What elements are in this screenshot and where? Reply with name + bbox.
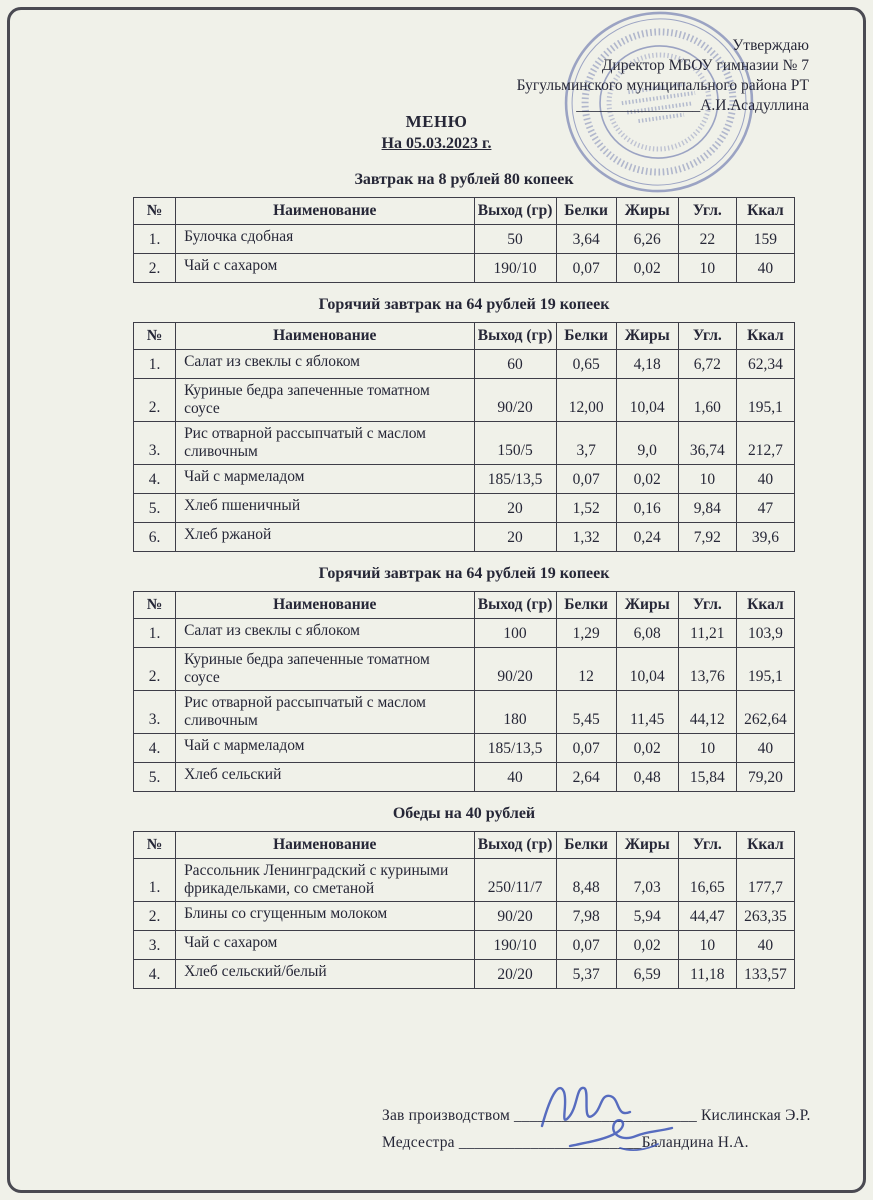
cell-name: Чай с сахаром [176,254,474,283]
cell-kcal: 159 [736,225,794,254]
menu-table-section [133,805,795,989]
column-header: Жиры [616,592,678,619]
table-row [134,734,795,763]
cell-name: Хлеб сельский [176,763,474,792]
column-header: Угл. [678,323,736,350]
cell-carb: 11,18 [678,960,736,989]
cell-protein: 0,65 [556,350,616,379]
table-row [134,619,795,648]
cell-name: Рис отварной рассыпчатый с маслом сливочным [176,691,474,734]
table-row [134,494,795,523]
table-row [134,350,795,379]
cell-protein: 1,32 [556,523,616,552]
table-row [134,422,795,465]
table-row [134,465,795,494]
cell-name: Чай с сахаром [176,931,474,960]
cell-out: 185/13,5 [474,734,556,763]
cell-name: Хлеб сельский/белый [176,960,474,989]
cell-protein: 12,00 [556,379,616,422]
cell-kcal: 47 [736,494,794,523]
approval-block [517,36,809,116]
cell-kcal: 262,64 [736,691,794,734]
cell-out: 60 [474,350,556,379]
cell-carb: 10 [678,465,736,494]
cell-carb: 10 [678,254,736,283]
column-header: Жиры [616,198,678,225]
cell-protein: 8,48 [556,859,616,902]
cell-number: 4. [134,465,176,494]
column-header: Ккал [736,323,794,350]
menu-table [133,591,795,792]
cell-kcal: 195,1 [736,648,794,691]
cell-protein: 1,29 [556,619,616,648]
cell-kcal: 39,6 [736,523,794,552]
cell-out: 90/20 [474,648,556,691]
table-row [134,902,795,931]
cell-fat: 0,16 [616,494,678,523]
menu-table-section [133,296,795,552]
table-row [134,225,795,254]
table-title: Горячий завтрак на 64 рублей 19 копеек [318,565,610,582]
cell-name: Булочка сдобная [176,225,474,254]
cell-number: 5. [134,763,176,792]
cell-kcal: 195,1 [736,379,794,422]
column-header: Наименование [176,592,474,619]
cell-fat: 6,59 [616,960,678,989]
cell-out: 20 [474,494,556,523]
cell-fat: 0,24 [616,523,678,552]
table-title: Горячий завтрак на 64 рублей 19 копеек [318,296,610,313]
column-header: Выход (гр) [474,832,556,859]
cell-fat: 0,02 [616,931,678,960]
table-row [134,254,795,283]
cell-kcal: 177,7 [736,859,794,902]
cell-name: Чай с мармеладом [176,734,474,763]
footer-line-production: Зав производством _______________________ Кислинская Э.Р. [382,1107,811,1124]
table-row [134,691,795,734]
tables-container [133,158,795,989]
column-header: Наименование [176,198,474,225]
cell-name: Хлеб ржаной [176,523,474,552]
cell-protein: 3,64 [556,225,616,254]
cell-number: 5. [134,494,176,523]
approve-signature-line: ________________А.И.Асадуллина [576,97,809,114]
cell-carb: 15,84 [678,763,736,792]
cell-fat: 10,04 [616,379,678,422]
cell-name: Куриные бедра запеченные томатном соусе [176,648,474,691]
cell-protein: 0,07 [556,734,616,763]
column-header: № [134,198,176,225]
cell-name: Рассольник Ленинградский с куриными фрикадельками, со сметаной [176,859,474,902]
cell-number: 2. [134,379,176,422]
menu-title-block [0,112,873,153]
cell-number: 3. [134,691,176,734]
cell-protein: 12 [556,648,616,691]
menu-table [133,322,795,552]
cell-carb: 1,60 [678,379,736,422]
cell-out: 180 [474,691,556,734]
cell-number: 1. [134,225,176,254]
header-row [134,592,795,619]
cell-protein: 2,64 [556,763,616,792]
cell-kcal: 212,7 [736,422,794,465]
column-header: Жиры [616,323,678,350]
table-row [134,931,795,960]
cell-protein: 0,07 [556,931,616,960]
cell-kcal: 40 [736,734,794,763]
table-row [134,379,795,422]
footer [382,1102,811,1156]
cell-number: 1. [134,619,176,648]
column-header: № [134,592,176,619]
header-row [134,323,795,350]
column-header: Наименование [176,832,474,859]
menu-table [133,831,795,989]
column-header: Ккал [736,198,794,225]
column-header: Угл. [678,198,736,225]
cell-carb: 22 [678,225,736,254]
column-header: Наименование [176,323,474,350]
cell-number: 3. [134,422,176,465]
cell-out: 50 [474,225,556,254]
cell-carb: 10 [678,931,736,960]
cell-carb: 6,72 [678,350,736,379]
table-row [134,960,795,989]
cell-carb: 9,84 [678,494,736,523]
column-header: Белки [556,198,616,225]
column-header: Выход (гр) [474,198,556,225]
cell-number: 3. [134,931,176,960]
approve-line: Бугульминского муниципального района РТ [516,77,809,94]
cell-out: 250/11/7 [474,859,556,902]
cell-carb: 11,21 [678,619,736,648]
column-header: Угл. [678,592,736,619]
cell-protein: 1,52 [556,494,616,523]
cell-number: 6. [134,523,176,552]
approve-line: Директор МБОУ гимназии № 7 [601,57,809,74]
column-header: Белки [556,832,616,859]
cell-out: 185/13,5 [474,465,556,494]
cell-name: Блины со сгущенным молоком [176,902,474,931]
cell-out: 190/10 [474,931,556,960]
approve-line: Утверждаю [732,37,809,54]
cell-name: Куриные бедра запеченные томатном соусе [176,379,474,422]
cell-protein: 0,07 [556,465,616,494]
header-row [134,198,795,225]
cell-kcal: 62,34 [736,350,794,379]
cell-carb: 44,12 [678,691,736,734]
cell-protein: 3,7 [556,422,616,465]
cell-out: 100 [474,619,556,648]
cell-number: 1. [134,350,176,379]
table-title: Обеды на 40 рублей [392,805,536,822]
column-header: № [134,832,176,859]
cell-fat: 11,45 [616,691,678,734]
cell-fat: 0,02 [616,465,678,494]
cell-carb: 7,92 [678,523,736,552]
column-header: Жиры [616,832,678,859]
menu-table-section [133,171,795,283]
cell-fat: 6,08 [616,619,678,648]
cell-protein: 5,45 [556,691,616,734]
cell-fat: 0,48 [616,763,678,792]
cell-fat: 0,02 [616,254,678,283]
cell-name: Салат из свеклы с яблоком [176,350,474,379]
cell-name: Рис отварной рассыпчатый с маслом сливочным [176,422,474,465]
cell-protein: 5,37 [556,960,616,989]
cell-number: 4. [134,734,176,763]
column-header: Угл. [678,832,736,859]
cell-out: 20/20 [474,960,556,989]
cell-number: 1. [134,859,176,902]
table-row [134,523,795,552]
cell-fat: 10,04 [616,648,678,691]
menu-date: На 05.03.2023 г. [381,135,492,152]
cell-carb: 36,74 [678,422,736,465]
column-header: Белки [556,592,616,619]
table-title: Завтрак на 8 рублей 80 копеек [354,171,574,188]
cell-kcal: 103,9 [736,619,794,648]
column-header: Выход (гр) [474,592,556,619]
cell-fat: 4,18 [616,350,678,379]
menu-table [133,197,795,283]
cell-carb: 13,76 [678,648,736,691]
header-row [134,832,795,859]
cell-kcal: 40 [736,254,794,283]
cell-kcal: 40 [736,465,794,494]
cell-carb: 16,65 [678,859,736,902]
column-header: Белки [556,323,616,350]
column-header: Выход (гр) [474,323,556,350]
table-row [134,859,795,902]
cell-carb: 44,47 [678,902,736,931]
cell-out: 40 [474,763,556,792]
cell-kcal: 79,20 [736,763,794,792]
cell-name: Салат из свеклы с яблоком [176,619,474,648]
cell-kcal: 40 [736,931,794,960]
cell-out: 20 [474,523,556,552]
cell-out: 190/10 [474,254,556,283]
cell-fat: 0,02 [616,734,678,763]
page-title: МЕНЮ [405,112,468,131]
cell-kcal: 263,35 [736,902,794,931]
cell-out: 90/20 [474,902,556,931]
cell-out: 90/20 [474,379,556,422]
cell-number: 2. [134,902,176,931]
column-header: Ккал [736,592,794,619]
column-header: № [134,323,176,350]
footer-line-nurse: Медсестра _______________________Баландина Н.А. [382,1134,749,1151]
cell-fat: 7,03 [616,859,678,902]
table-row [134,763,795,792]
cell-number: 2. [134,254,176,283]
cell-number: 4. [134,960,176,989]
cell-protein: 0,07 [556,254,616,283]
cell-out: 150/5 [474,422,556,465]
table-row [134,648,795,691]
cell-number: 2. [134,648,176,691]
cell-kcal: 133,57 [736,960,794,989]
cell-name: Хлеб пшеничный [176,494,474,523]
cell-fat: 6,26 [616,225,678,254]
column-header: Ккал [736,832,794,859]
cell-protein: 7,98 [556,902,616,931]
menu-table-section [133,565,795,792]
cell-fat: 9,0 [616,422,678,465]
cell-name: Чай с мармеладом [176,465,474,494]
cell-carb: 10 [678,734,736,763]
cell-fat: 5,94 [616,902,678,931]
